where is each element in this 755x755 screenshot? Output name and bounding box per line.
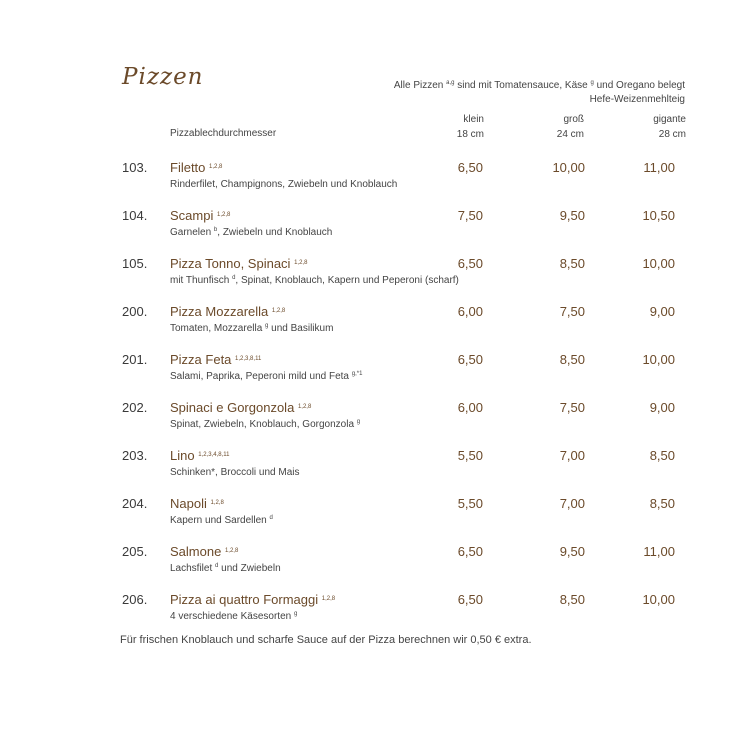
description-text: Salami, Paprika, Peperoni mild und Feta [170,371,352,382]
item-description [170,515,273,526]
description-allergen-sup: g [293,611,298,617]
note-allergen-sup: g [590,80,594,86]
description-text: , Zwiebeln und Knoblauch [217,227,333,238]
description-text: 4 verschiedene Käsesorten [170,611,294,622]
description-allergen-sup: g [356,419,361,425]
item-number: 104. [122,208,148,223]
menu-item [0,496,755,540]
item-description [170,179,397,190]
description-text: Garnelen [170,227,214,238]
price-small: 6,50 [457,256,483,271]
price-large: 8,50 [649,496,675,511]
item-name: Pizza Mozzarella [170,304,269,319]
menu-item [0,160,755,204]
item-number: 202. [122,400,148,415]
item-allergens: 1,2,8 [321,596,336,602]
item-name: Salmone [170,544,222,559]
description-text: und Basilikum [268,323,334,334]
price-small: 6,50 [457,544,483,559]
header-note-line1 [325,79,685,93]
note-text: sind mit Tomatensauce, Käse [454,80,591,91]
item-description [170,611,297,622]
description-text: , Spinat, Knoblauch, Kapern und Peperoni (scharf) [235,275,459,286]
item-name-line [170,352,261,367]
item-number: 204. [122,496,148,511]
item-description [170,467,300,478]
item-name-line [170,256,307,271]
description-text: Lachsfilet [170,563,216,574]
description-text: Schinken*, Broccoli und Mais [170,467,300,478]
item-allergens: 1,2,3,8,11 [235,356,262,362]
price-small: 6,50 [457,160,483,175]
menu-item [0,400,755,444]
item-name-line [170,544,238,559]
price-large: 9,00 [649,400,675,415]
item-name: Pizza ai quattro Formaggi [170,592,319,607]
price-large: 11,00 [643,160,675,175]
price-small: 5,50 [457,448,483,463]
item-allergens: 1,2,8 [209,164,223,170]
item-name-line [170,496,224,511]
item-allergens: 1,2,8 [271,308,286,314]
price-small: 6,50 [457,352,483,367]
item-name: Spinaci e Gorgonzola [170,400,295,415]
item-number: 103. [122,160,148,175]
price-small: 6,50 [457,592,483,607]
menu-item [0,304,755,348]
size-name: groß [563,114,584,125]
note-allergen-sup: a,g [446,80,455,86]
price-large: 10,00 [642,592,675,607]
item-name: Filetto [170,160,206,175]
item-allergens: 1,2,8 [216,212,231,218]
price-medium: 7,50 [559,304,585,319]
size-diameter: 28 cm [658,129,686,140]
item-description [170,563,281,574]
size-diameter: 24 cm [556,129,584,140]
item-name: Pizza Tonno, Spinaci [170,256,291,271]
price-medium: 8,50 [559,352,585,367]
menu-item [0,544,755,588]
item-description [170,371,362,382]
price-small: 6,00 [457,304,483,319]
item-name-line [170,400,311,415]
description-allergen-sup: b [213,227,218,233]
menu-item [0,592,755,636]
description-text: Rinderfilet, Champignons, Zwiebeln und Knoblauch [170,179,398,190]
footer-note: Für frischen Knoblauch und scharfe Sauce auf der Pizza berechnen wir 0,50 € extra. [120,634,532,646]
menu-item [0,448,755,492]
item-name: Lino [170,448,195,463]
item-name: Napoli [170,496,207,511]
size-name: gigante [653,114,686,125]
description-text: Tomaten, Mozzarella [170,323,266,334]
item-allergens: 1,2,8 [224,548,239,554]
size-column-medium [520,112,584,142]
size-name: klein [463,114,484,125]
note-text: und Oregano belegt [593,80,685,91]
price-large: 11,00 [643,544,675,559]
item-name-line [170,160,222,175]
note-text: Alle Pizzen [393,80,447,91]
description-allergen-sup: g,*1 [351,371,363,377]
item-number: 206. [122,592,148,607]
price-small: 6,00 [457,400,483,415]
item-description [170,323,333,334]
item-name: Pizza Feta [170,352,232,367]
item-name-line [170,592,335,607]
item-number: 105. [122,256,148,271]
price-medium: 9,50 [559,208,585,223]
price-large: 10,00 [642,352,675,367]
item-description [170,419,360,430]
menu-item [0,208,755,252]
item-name-line [170,208,230,223]
price-small: 7,50 [457,208,483,223]
price-medium: 7,00 [559,496,585,511]
section-title: Pizzen [122,64,204,90]
header-note-line2: Hefe-Weizenmehlteig [589,94,685,105]
size-diameter: 18 cm [456,129,484,140]
price-large: 10,00 [642,256,675,271]
description-allergen-sup: d [269,515,273,521]
item-number: 200. [122,304,148,319]
description-text: Kapern und Sardellen [170,515,270,526]
menu-item [0,352,755,396]
item-number: 201. [122,352,148,367]
price-medium: 7,00 [559,448,585,463]
item-description [170,227,332,238]
description-text: Spinat, Zwiebeln, Knoblauch, Gorgonzola [170,419,357,430]
item-name-line [170,448,229,463]
item-allergens: 1,2,8 [297,404,312,410]
description-allergen-sup: d [215,563,219,569]
price-medium: 8,50 [559,256,585,271]
description-allergen-sup: d [232,275,236,281]
size-column-small [420,112,484,142]
item-name-line [170,304,285,319]
price-medium: 10,00 [552,160,585,175]
item-allergens: 1,2,8 [210,500,224,506]
item-allergens: 1,2,8 [294,260,308,266]
price-small: 5,50 [457,496,483,511]
menu-item [0,256,755,300]
item-name: Scampi [170,208,214,223]
description-allergen-sup: g [265,323,269,329]
price-medium: 7,50 [559,400,585,415]
item-allergens: 1,2,3,4,8,11 [198,452,230,458]
price-medium: 8,50 [559,592,585,607]
description-text: und Zwiebeln [218,563,281,574]
price-large: 10,50 [642,208,675,223]
item-number: 205. [122,544,148,559]
item-description [170,275,459,286]
description-text: mit Thunfisch [170,275,233,286]
size-diameter-label: Pizzablechdurchmesser [170,128,277,139]
item-number: 203. [122,448,148,463]
price-large: 8,50 [649,448,675,463]
price-large: 9,00 [649,304,675,319]
header-note [325,79,685,107]
size-column-large [622,112,686,142]
price-medium: 9,50 [559,544,585,559]
